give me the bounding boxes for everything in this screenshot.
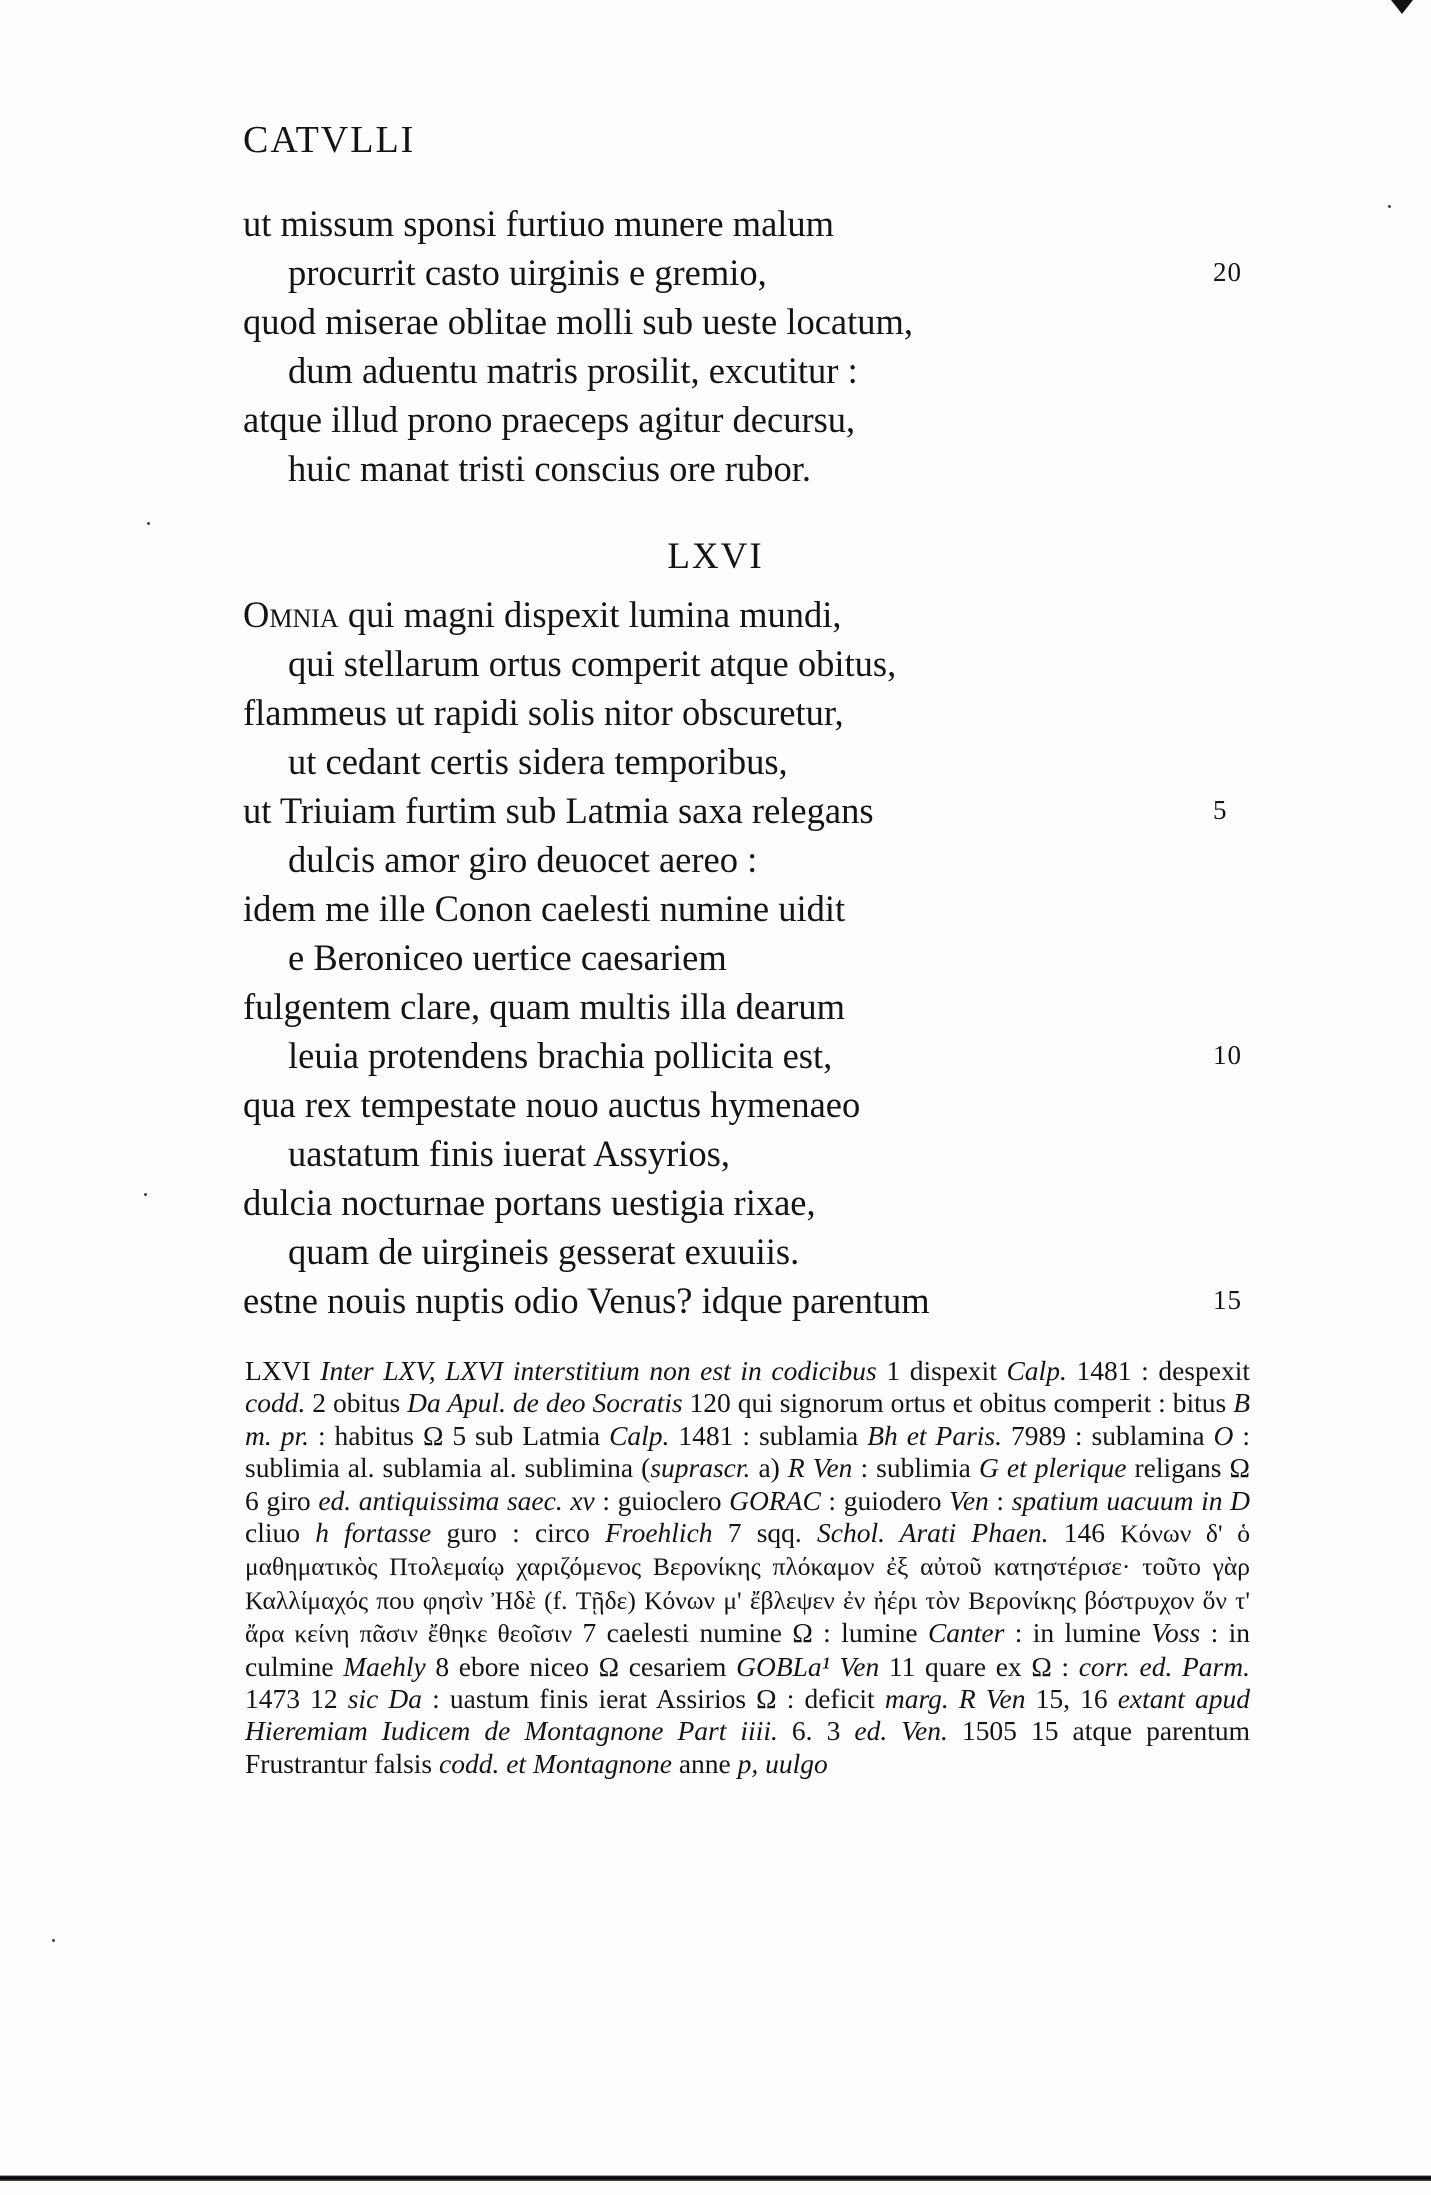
- verse-text: fulgentem clare, quam multis illa dearum: [243, 986, 846, 1027]
- verse-text: idem me ille Conon caelesti numine uidit: [243, 888, 846, 929]
- apparatus-text: 146: [1048, 1517, 1121, 1549]
- verse-line: [243, 639, 930, 688]
- scan-speck: [52, 1939, 55, 1942]
- verse-text: qui stellarum ortus comperit atque obitus,: [288, 643, 897, 684]
- apparatus-siglum: O: [1213, 1419, 1234, 1451]
- apparatus-text: guro : circo: [431, 1517, 606, 1549]
- apparatus-siglum: Calp.: [1006, 1355, 1067, 1386]
- apparatus-text: 11 quare ex Ω :: [879, 1650, 1079, 1682]
- apparatus-siglum: G et plerique: [978, 1452, 1127, 1484]
- verse-line: [243, 933, 930, 982]
- apparatus-siglum: Canter: [927, 1617, 1005, 1649]
- page-bottom-rule: [0, 2175, 1431, 2181]
- line-number: 10: [1213, 1040, 1242, 1070]
- apparatus-siglum: suprascr.: [650, 1452, 751, 1484]
- apparatus-siglum: Schol. Arati Phaen.: [816, 1517, 1049, 1549]
- apparatus-siglum: h fortasse: [315, 1517, 432, 1549]
- verse-line: [243, 444, 913, 493]
- apparatus-text: religans Ω 6 giro: [245, 1452, 1250, 1516]
- greek-quotation: Κόνων δ' ὁ μαθηματικὸς Πτολεμαίῳ χαριζόμενος Βερονίκης πλόκαμον ἐξ αὐτοῦ κατηστέρισε· τοῦτο γὰρ Καλλίμαχός που φησὶν Ἠδὲ (f. Τῇδε) Κόνων μ' ἔβλεψεν ἐν ἠέρι τὸν Βερονίκης βόστρυχον ὅν τ' ἄρα κείνη πᾶσιν ἔθηκε θεοῖσιν: [245, 1519, 1251, 1649]
- scan-speck: [147, 522, 150, 525]
- apparatus-siglum: codd.: [245, 1387, 306, 1419]
- apparatus-siglum: marg. R Ven: [884, 1683, 1026, 1715]
- verse-line: [243, 590, 930, 639]
- verse-text: procurrit casto uirginis e gremio,: [288, 252, 767, 293]
- scan-corner-mark: [1391, 0, 1413, 14]
- apparatus-siglum: Maehly: [343, 1650, 426, 1682]
- verse-line: [243, 1031, 1242, 1080]
- apparatus-siglum: Voss: [1151, 1617, 1201, 1649]
- verse-text: dulcis amor giro deuocet aereo :: [288, 839, 758, 880]
- verse-text: dum aduentu matris prosilit, excutitur :: [288, 350, 858, 391]
- apparatus-text: 1481 : sublamia: [669, 1419, 868, 1451]
- apparatus-text: : in lumine: [1004, 1617, 1152, 1649]
- verse-line: [243, 982, 930, 1031]
- apparatus-text: anne: [671, 1747, 738, 1779]
- verse-line: [243, 1129, 930, 1178]
- apparatus-text: 1 dispexit: [876, 1355, 1007, 1386]
- apparatus-text: : sublimia: [852, 1452, 979, 1484]
- apparatus-text: cliuo: [245, 1517, 316, 1549]
- verse-line: [243, 297, 913, 346]
- apparatus-text: 7 sqq.: [712, 1517, 817, 1549]
- apparatus-siglum: Bh et Paris.: [867, 1419, 1002, 1451]
- verse-text: ut Triuiam furtim sub Latmia saxa relegans: [243, 790, 874, 831]
- apparatus-text: : habitus Ω 5 sub Latmia: [308, 1419, 610, 1451]
- apparatus-text: 15, 16: [1025, 1683, 1118, 1715]
- verse-text: qua rex tempestate nouo auctus hymenaeo: [243, 1084, 861, 1125]
- verse-line: [243, 1227, 930, 1276]
- verse-text: quod miserae oblitae molli sub ueste locatum,: [243, 301, 914, 342]
- line-number: 5: [1213, 795, 1228, 825]
- apparatus-siglum: B m. pr.: [245, 1387, 1250, 1451]
- poem-lxvi: [243, 590, 1242, 1325]
- apparatus-text: : guioclero: [594, 1484, 730, 1516]
- apparatus-siglum: ed. antiquissima saec. xv: [318, 1484, 595, 1516]
- critical-apparatus: [245, 1355, 1250, 1780]
- apparatus-siglum: corr. ed. Parm.: [1078, 1650, 1250, 1682]
- verse-line: [243, 1276, 1242, 1325]
- opening-word: Omnia: [243, 594, 339, 635]
- verse-text: atque illud prono praeceps agitur decursu,: [243, 399, 856, 440]
- verse-text: ut missum sponsi furtiuo munere malum: [243, 203, 835, 244]
- verse-text: flammeus ut rapidi solis nitor obscuretur,: [243, 692, 844, 733]
- verse-text: estne nouis nuptis odio Venus? idque parentum: [243, 1280, 930, 1321]
- verse-line: [243, 248, 1242, 297]
- apparatus-text: 1473 12: [245, 1683, 348, 1715]
- apparatus-siglum: spatium uacuum in D: [1011, 1484, 1250, 1516]
- apparatus-siglum: R Ven: [787, 1452, 853, 1484]
- verse-text: e Beroniceo uertice caesariem: [288, 937, 727, 978]
- verse-text: ut cedant certis sidera temporibus,: [288, 741, 788, 782]
- apparatus-siglum: ed. Ven.: [854, 1715, 948, 1747]
- verse-line: [243, 786, 1228, 835]
- apparatus-text: :: [988, 1484, 1012, 1516]
- apparatus-text: : sublimia al. sublamia al. sublimina (: [245, 1419, 1251, 1484]
- running-head: CATVLLI: [243, 119, 416, 161]
- apparatus-text: : in culmine: [245, 1617, 1251, 1682]
- apparatus-text: a): [750, 1452, 788, 1484]
- apparatus-text: 1505 15 atque parentum Frustrantur falsis: [245, 1715, 1250, 1779]
- scan-speck: [144, 1193, 147, 1196]
- apparatus-siglum: Da Apul. de deo Socratis: [407, 1387, 683, 1419]
- apparatus-text: 120 qui signorum ortus et obitus comperit : bitus: [682, 1387, 1234, 1419]
- apparatus-text: : uastum finis ierat Assirios Ω : deficit: [422, 1683, 885, 1715]
- apparatus-text: 2 obitus: [305, 1387, 408, 1419]
- verse-text: qui magni dispexit lumina mundi,: [347, 594, 842, 635]
- verse-text: quam de uirgineis gesserat exuuiis.: [288, 1231, 800, 1272]
- verse-text: leuia protendens brachia pollicita est,: [288, 1035, 833, 1076]
- verse-fragment: [243, 199, 1242, 493]
- verse-line: [243, 1080, 930, 1129]
- apparatus-siglum: Froehlich: [605, 1517, 713, 1549]
- verse-text: uastatum finis iuerat Assyrios,: [288, 1133, 731, 1174]
- apparatus-text: 1481 : despexit: [1066, 1355, 1250, 1386]
- apparatus-siglum: Calp.: [609, 1419, 670, 1451]
- apparatus-text: 6. 3: [777, 1715, 855, 1747]
- verse-line: [243, 688, 930, 737]
- line-number: 20: [1213, 257, 1242, 287]
- line-number: 15: [1213, 1285, 1242, 1315]
- verse-line: [243, 395, 913, 444]
- verse-text: huic manat tristi conscius ore rubor.: [288, 448, 812, 489]
- apparatus-siglum: Ven: [949, 1484, 989, 1516]
- verse-text: dulcia nocturnae portans uestigia rixae,: [243, 1182, 816, 1223]
- apparatus-siglum: extant apud Hieremiam Iudicem de Montagnone Part iiii.: [245, 1683, 1251, 1747]
- poem-title: LXVI: [667, 536, 764, 577]
- apparatus-text: : guiodero: [820, 1484, 950, 1516]
- apparatus-siglum: GORAC: [729, 1484, 821, 1516]
- verse-line: [243, 199, 913, 248]
- verse-line: [243, 884, 930, 933]
- verse-line: [243, 346, 913, 395]
- apparatus-text: LXVI: [245, 1355, 321, 1386]
- apparatus-text: 7989 : sublamina: [1002, 1419, 1214, 1451]
- apparatus-siglum: Inter LXV, LXVI interstitium non est in codicibus: [320, 1355, 877, 1386]
- apparatus-text: 7 caelesti numine Ω : lumine: [572, 1617, 928, 1649]
- apparatus-text: 8 ebore niceo Ω cesariem: [425, 1650, 737, 1682]
- verse-line: [243, 1178, 930, 1227]
- apparatus-siglum: GOBLa¹ Ven: [736, 1650, 880, 1682]
- apparatus-siglum: codd. et Montagnone: [439, 1747, 672, 1779]
- verse-line: [243, 835, 930, 884]
- verse-line: [243, 737, 930, 786]
- apparatus-siglum: sic Da: [347, 1683, 423, 1715]
- scan-speck: [1388, 205, 1391, 208]
- apparatus-siglum: p, uulgo: [737, 1747, 828, 1779]
